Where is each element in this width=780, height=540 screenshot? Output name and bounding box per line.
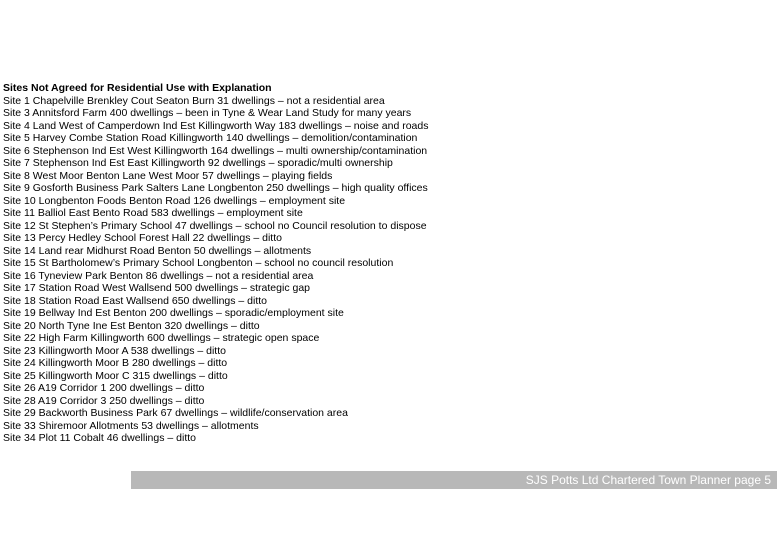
site-entry: Site 18 Station Road East Wallsend 650 dwellings – ditto	[3, 294, 268, 307]
site-entry: Site 13 Percy Hedley School Forest Hall 22 dwellings – ditto	[3, 232, 282, 244]
site-entry: Site 22 High Farm Killingworth 600 dwellings – strategic open space	[3, 332, 320, 344]
footer-bar	[131, 471, 777, 489]
site-entry: Site 7 Stephenson Ind Est East Killingworth 92 dwellings – sporadic/multi ownership	[3, 157, 393, 169]
site-entry: Site 28 A19 Corridor 3 250 dwellings – ditto	[3, 394, 205, 407]
site-entry: Site 16 Tyneview Park Benton 86 dwellings – not a residential area	[3, 269, 314, 282]
site-entry: Site 9 Gosforth Business Park Salters Lane Longbenton 250 dwellings – high quality offices	[3, 182, 428, 194]
sites-section	[3, 82, 703, 445]
site-entry: Site 3 Annitsford Farm 400 dwellings – been in Tyne & Wear Land Study for many years	[3, 107, 412, 119]
site-entry: Site 11 Balliol East Bento Road 583 dwellings – employment site	[3, 207, 303, 219]
site-entry: Site 14 Land rear Midhurst Road Benton 50 dwellings – allotments	[3, 244, 312, 257]
site-entry: Site 34 Plot 11 Cobalt 46 dwellings – ditto	[3, 432, 197, 444]
site-entry: Site 26 A19 Corridor 1 200 dwellings – ditto	[3, 382, 205, 394]
section-heading: Sites Not Agreed for Residential Use with Explanation	[3, 82, 272, 94]
site-entry: Site 10 Longbenton Foods Benton Road 126 dwellings – employment site	[3, 194, 346, 207]
site-entry: Site 5 Harvey Combe Station Road Killingworth 140 dwellings – demolition/contamination	[3, 132, 418, 144]
site-entry: Site 20 North Tyne Ine Est Benton 320 dwellings – ditto	[3, 319, 260, 332]
site-entry: Site 23 Killingworth Moor A 538 dwellings – ditto	[3, 344, 226, 357]
site-entry: Site 1 Chapelville Brenkley Cout Seaton Burn 31 dwellings – not a residential area	[3, 94, 385, 107]
site-entry: Site 33 Shiremoor Allotments 53 dwellings – allotments	[3, 419, 259, 432]
site-entry: Site 29 Backworth Business Park 67 dwellings – wildlife/conservation area	[3, 407, 348, 419]
site-entry: Site 6 Stephenson Ind Est West Killingworth 164 dwellings – multi ownership/contamination	[3, 144, 428, 157]
footer-page-label: SJS Potts Ltd Chartered Town Planner page 5	[525, 473, 771, 487]
site-entry: Site 17 Station Road West Wallsend 500 dwellings – strategic gap	[3, 282, 311, 294]
site-entry: Site 24 Killingworth Moor B 280 dwellings – ditto	[3, 357, 228, 369]
site-entry: Site 4 Land West of Camperdown Ind Est Killingworth Way 183 dwellings – noise and roads	[3, 119, 429, 132]
site-entry: Site 12 St Stephen’s Primary School 47 dwellings – school no Council resolution to dispose	[3, 219, 427, 232]
site-entry: Site 25 Killingworth Moor C 315 dwellings – ditto	[3, 369, 228, 382]
site-entry: Site 19 Bellway Ind Est Benton 200 dwellings – sporadic/employment site	[3, 307, 344, 319]
site-list	[3, 95, 703, 445]
site-entry: Site 8 West Moor Benton Lane West Moor 57 dwellings – playing fields	[3, 169, 333, 182]
site-entry: Site 15 St Bartholomew’s Primary School Longbenton – school no council resolution	[3, 257, 394, 269]
